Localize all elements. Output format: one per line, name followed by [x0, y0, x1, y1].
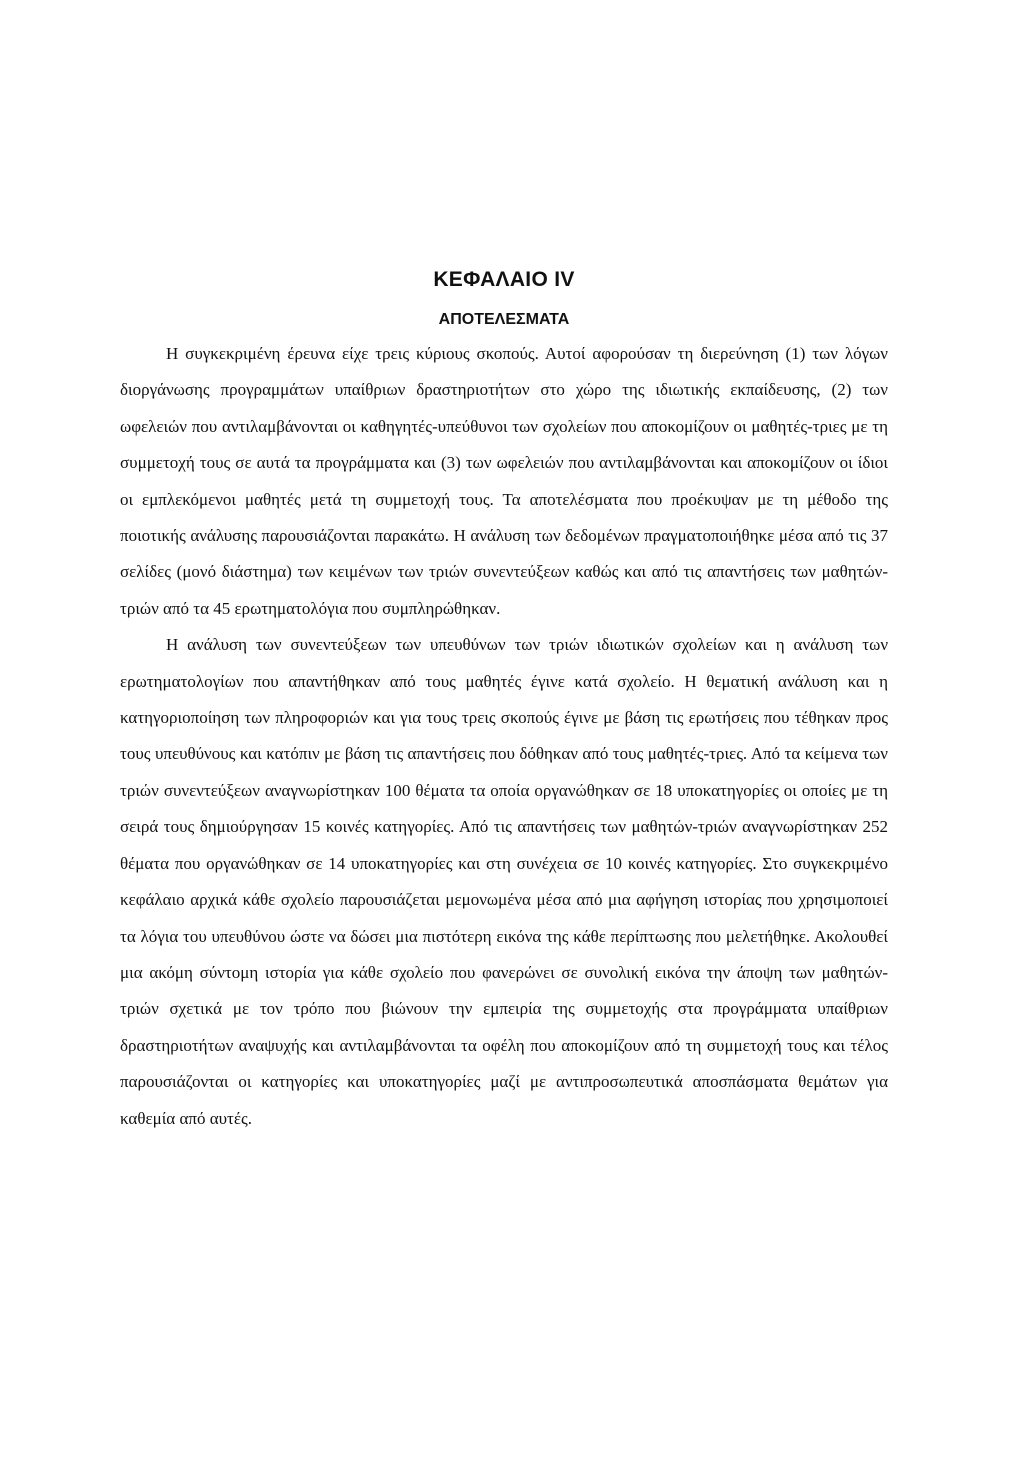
- document-page: [120, 262, 888, 1137]
- body-paragraph-2: Η ανάλυση των συνεντεύξεων των υπευθύνων των τριών ιδιωτικών σχολείων και η ανάλυση των ερωτηματολογίων που απαντήθηκαν από τους μαθητές έγινε κατά σχολείο. Η θεματική ανάλυση και η κατηγοριοποίηση των πληροφοριών και για τους τρεις σκοπούς έγινε με βάση τις ερωτήσεις που τέθηκαν προς τους υπευθύνους και κατόπιν με βάση τις απαντήσεις που δόθηκαν από τους μαθητές-τριες. Από τα κείμενα των τριών συνεντεύξεων αναγνωρίστηκαν 100 θέματα τα οποία οργανώθηκαν σε 18 υποκατηγορίες οι οποίες με τη σειρά τους δημιούργησαν 15 κοινές κατηγορίες. Από τις απαντήσεις των μαθητών-τριών αναγνωρίστηκαν 252 θέματα που οργανώθηκαν σε 14 υποκατηγορίες και στη συνέχεια σε 10 κοινές κατηγορίες. Στο συγκεκριμένο κεφάλαιο αρχικά κάθε σχολείο παρουσιάζεται μεμονωμένα μέσα από μια αφήγηση ιστορίας που χρησιμοποιεί τα λόγια του υπευθύνου ώστε να δώσει μια πιστότερη εικόνα της κάθε περίπτωσης που μελετήθηκε. Ακολουθεί μια ακόμη σύντομη ιστορία για κάθε σχολείο που φανερώνει σε συνολική εικόνα την άποψη των μαθητών-τριών σχετικά με τον τρόπο που βιώνουν την εμπειρία της συμμετοχής στα προγράμματα υπαίθριων δραστηριοτήτων αναψυχής και αντιλαμβάνονται τα οφέλη που αποκομίζουν από τη συμμετοχή τους και τέλος παρουσιάζονται οι κατηγορίες και υποκατηγορίες μαζί με αντιπροσωπευτικά αποσπάσματα θεμάτων για καθεμία από αυτές.: [120, 635, 888, 1128]
- section-title: ΑΠΟΤΕΛΕΣΜΑΤΑ: [438, 311, 570, 328]
- chapter-title: ΚΕΦΑΛΑΙΟ IV: [433, 268, 575, 291]
- body-paragraph-1: Η συγκεκριμένη έρευνα είχε τρεις κύριους σκοπούς. Αυτοί αφορούσαν τη διερεύνηση (1) των λόγων διοργάνωσης προγραμμάτων υπαίθριων δραστηριοτήτων στο χώρο της ιδιωτικής εκπαίδευσης, (2) των ωφελειών που αντιλαμβάνονται οι καθηγητές-υπεύθυνοι των σχολείων που αποκομίζουν οι μαθητές-τριες με τη συμμετοχή τους σε αυτά τα προγράμματα και (3) των ωφελειών που αντιλαμβάνονται και αποκομίζουν οι ίδιοι οι εμπλεκόμενοι μαθητές μετά τη συμμετοχή τους. Τα αποτελέσματα που προέκυψαν με τη μέθοδο της ποιοτικής ανάλυσης παρουσιάζονται παρακάτω. Η ανάλυση των δεδομένων πραγματοποιήθηκε μέσα από τις 37 σελίδες (μονό διάστημα) των κειμένων των τριών συνεντεύξεων καθώς και από τις απαντήσεις των μαθητών-τριών από τα 45 ερωτηματολόγια που συμπληρώθηκαν.: [120, 344, 888, 618]
